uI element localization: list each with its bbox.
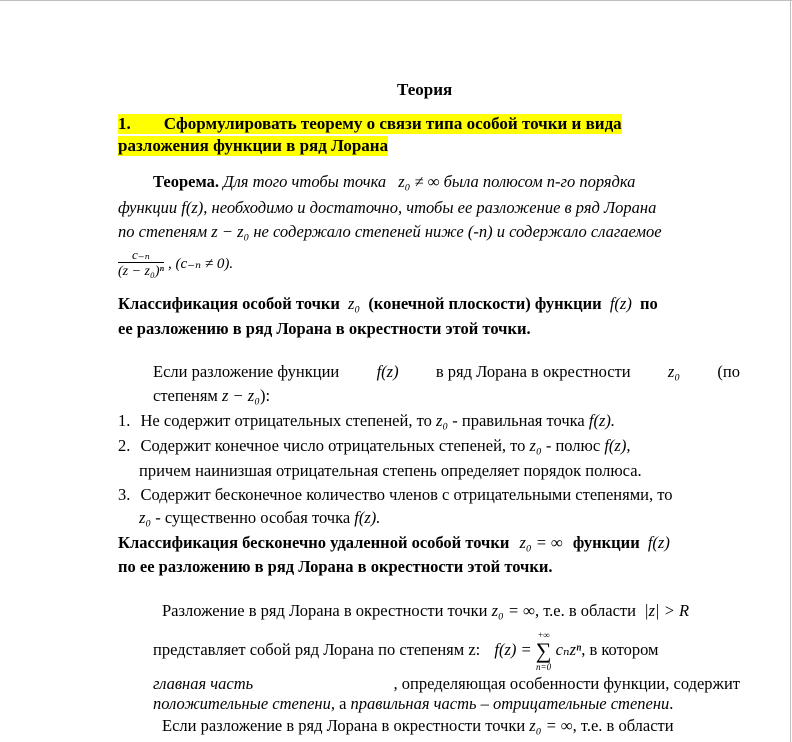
math-z0-not-inf: z₀ ≠ ∞ (398, 172, 440, 191)
laurent-text: , определяющая особенности функции, содержит (393, 674, 740, 693)
sum-symbol (536, 630, 552, 672)
question-text-line1: Сформулировать теорему о связи типа особой точки и вида (163, 114, 622, 133)
laurent-text: , в котором (581, 639, 659, 659)
laurent-line2 (153, 630, 658, 672)
class-finite-text: Классификация особой точки (118, 294, 340, 313)
theorem-text: Для того чтобы точка (223, 172, 387, 191)
list-item-text: Содержит бесконечное количество членов с отрицательными степенями, то (140, 485, 673, 504)
math-f-z: f(z) (376, 362, 399, 381)
math-z0-eq-inf: z₀ = ∞ (529, 716, 573, 735)
intro-text: в ряд Лорана в окрестности (435, 362, 631, 381)
class-finite-text: по (639, 294, 658, 313)
theorem-text: по степеням (118, 222, 208, 241)
intro-text: Если разложение функции (153, 362, 340, 381)
list-item-number: 2. (118, 436, 131, 455)
sum-upper-limit: +∞ (537, 630, 550, 640)
theorem-line3 (118, 222, 662, 242)
list-item-text: - правильная точка (452, 411, 585, 430)
question-heading-line1 (118, 114, 622, 134)
laurent-line4 (153, 694, 673, 714)
math-z0: z₀ (348, 294, 361, 313)
math-z0: z₀ (667, 362, 681, 381)
math-z0: z₀ (435, 411, 449, 430)
laurent-italic-text: главная часть (153, 674, 254, 693)
math-f-z: f(z) (647, 533, 670, 552)
math-f-z: f(z). (354, 508, 381, 527)
fraction-condition: , (c₋ₙ ≠ 0). (167, 256, 234, 272)
list-item-text: Содержит конечное число отрицательных степеней, то (140, 436, 526, 455)
laurent-text: , т.е. в области (534, 601, 636, 620)
question-heading-line2: разложения функции в ряд Лорана (118, 136, 389, 155)
list-item-number: 1. (118, 411, 131, 430)
intro-line2 (153, 386, 270, 406)
theorem-label: Теорема. (153, 172, 219, 191)
page-right-border (790, 0, 791, 742)
math-z0-eq-inf: z₀ = ∞ (519, 533, 563, 552)
fraction-numerator: c₋ₙ (118, 247, 164, 263)
class-infinite-line1 (118, 533, 670, 553)
math-f-z: f(z) (609, 294, 632, 313)
math-abs-z-gt-R: |z| > R (644, 601, 690, 620)
fraction-denominator: (z − z₀)ⁿ (118, 264, 164, 279)
list-item-continuation: причем наинизшая отрицательная степень определяет порядок полюса. (139, 461, 642, 480)
list-item (118, 485, 673, 505)
math-f-z: f(z). (588, 411, 615, 430)
laurent-line5 (162, 716, 674, 736)
class-infinite-line2: по ее разложению в ряд Лорана в окрестности этой точки. (118, 557, 553, 576)
math-f-z: f(z), (604, 436, 631, 455)
math-z0: z₀ (529, 436, 542, 455)
math-series-lhs: f(z) = (494, 639, 532, 659)
laurent-italic-text: правильная часть – отрицательные степени (350, 694, 670, 713)
laurent-text: . (669, 694, 674, 713)
class-finite-text: (конечной плоскости) функции (368, 294, 602, 313)
list-item-continuation (139, 508, 380, 528)
theorem-text: функции (118, 198, 178, 217)
class-infinite-text: функции (572, 533, 640, 552)
laurent-text: , а (330, 694, 347, 713)
laurent-text: представляет собой ряд Лорана по степеням z: (153, 639, 481, 659)
math-z0: z₀ (139, 508, 152, 527)
sum-lower-limit: n=0 (536, 662, 552, 672)
theorem-line2 (118, 198, 656, 218)
math-z-minus-z0: z − z₀ (211, 222, 250, 241)
laurent-text: , т.е. в области (572, 716, 674, 735)
intro-text: (по (717, 362, 740, 381)
laurent-term-fraction (118, 247, 164, 280)
question-number: 1. (118, 114, 131, 133)
intro-text: ): (259, 386, 271, 405)
list-item-text: - существенно особая точка (155, 508, 351, 527)
page-top-border (0, 0, 792, 1)
theorem-text: , необходимо и достаточно, чтобы ее разложение в ряд Лорана (203, 198, 657, 217)
theorem-line1 (153, 172, 635, 192)
laurent-text: Разложение в ряд Лорана в окрестности точки (162, 601, 488, 620)
sigma-icon: ∑ (535, 638, 552, 663)
laurent-line1 (162, 601, 689, 621)
laurent-text: Если разложение в ряд Лорана в окрестности точки (162, 716, 526, 735)
intro-text: степеням (153, 386, 218, 405)
list-item (118, 411, 615, 431)
math-z-minus-z0: z − z₀ (222, 386, 260, 405)
math-series-term: cₙzⁿ (555, 639, 582, 659)
theorem-text: не содержало степеней ниже (-n) и содержало слагаемое (253, 222, 662, 241)
theorem-text: была полюсом n-го порядка (443, 172, 636, 191)
laurent-line3 (153, 674, 740, 694)
math-f-z: f(z) (181, 198, 204, 217)
class-finite-line2: ее разложению в ряд Лорана в окрестности этой точки. (118, 319, 531, 338)
document-title: Теория (397, 80, 453, 99)
list-item-number: 3. (118, 485, 131, 504)
class-infinite-text: Классификация бесконечно удаленной особой точки (118, 533, 510, 552)
list-item (118, 436, 630, 456)
math-z0-eq-inf: z₀ = ∞ (491, 601, 535, 620)
theorem-fraction-line (118, 247, 233, 280)
laurent-italic-text: положительные степени (153, 694, 331, 713)
list-item-text: - полюс (545, 436, 601, 455)
class-finite-line1 (118, 294, 658, 314)
list-item-text: Не содержит отрицательных степеней, то (140, 411, 432, 430)
intro-line1 (153, 362, 740, 382)
